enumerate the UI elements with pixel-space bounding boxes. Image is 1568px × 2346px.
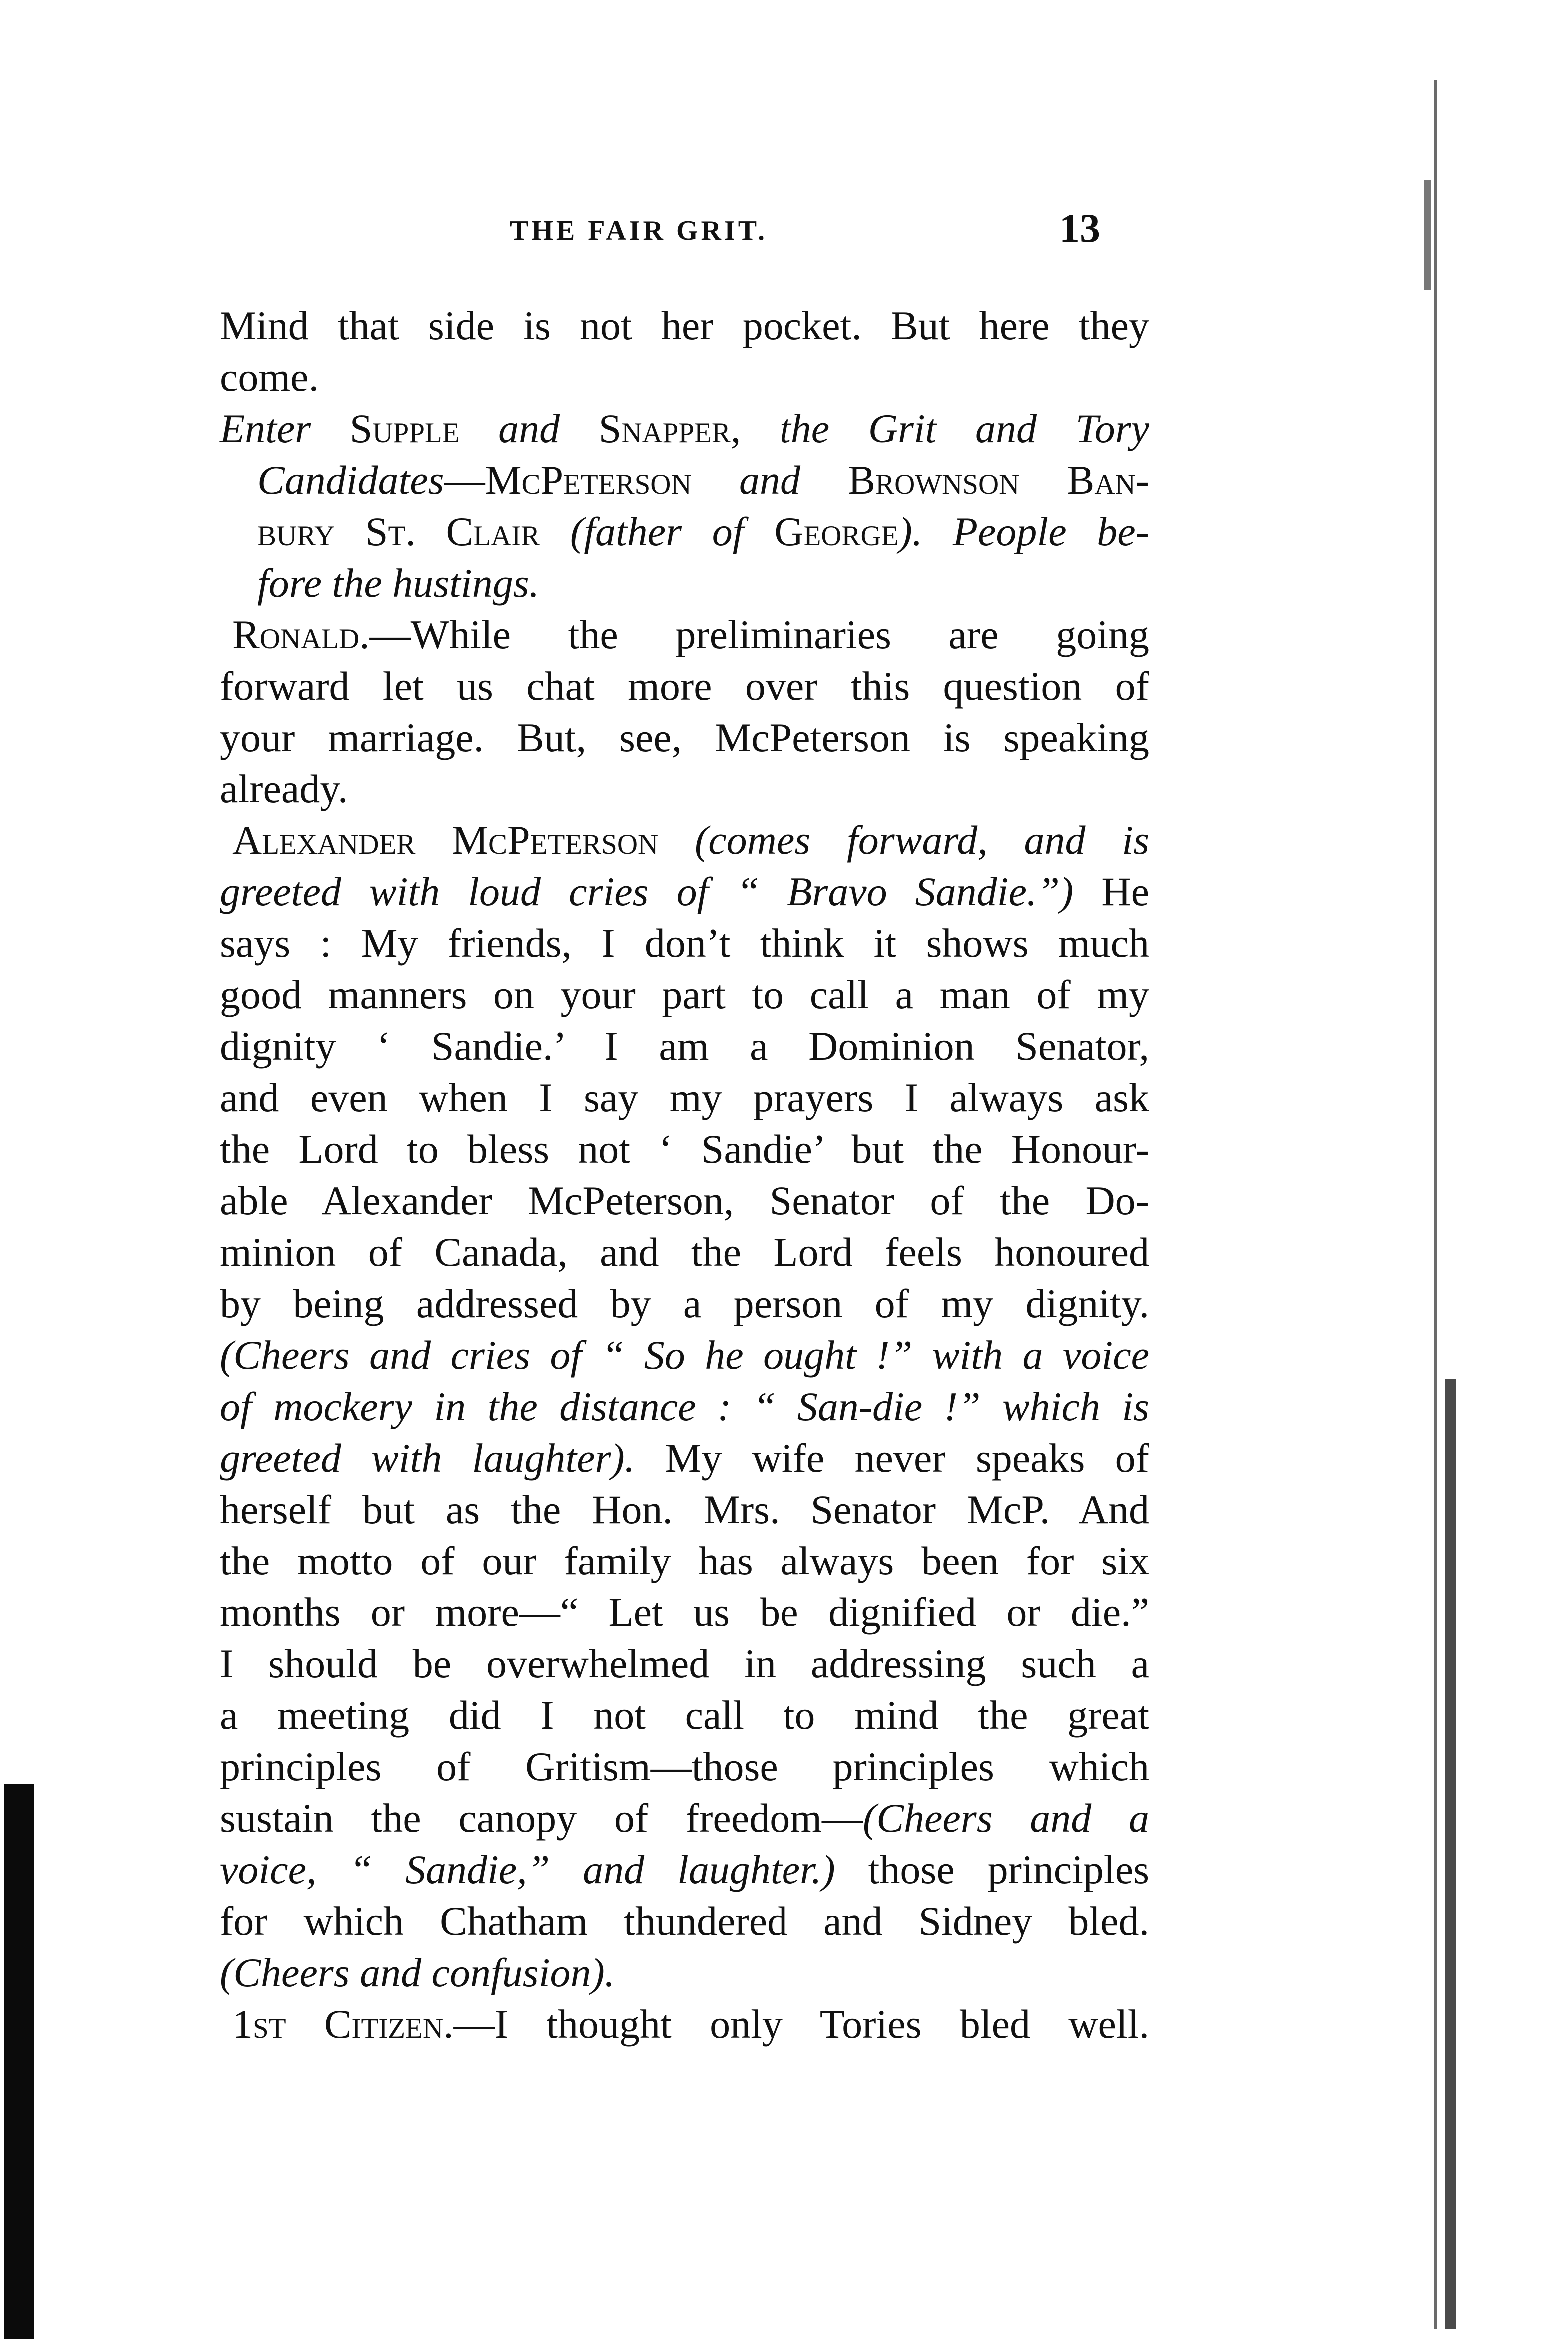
text-line (220, 403, 1149, 454)
text-segment: —While the preliminaries are going (369, 612, 1149, 657)
text-segment: (comes forward, and is (694, 817, 1149, 863)
body-text (220, 300, 1149, 2050)
text-line: by being addressed by a person of my dignity. (220, 1281, 1149, 1326)
text-segment: Ronald. (232, 612, 370, 657)
running-title: THE FAIR GRIT. (510, 215, 768, 246)
text-line (220, 557, 1149, 609)
text-segment: of mockery in the distance : “ San-die !” which is (220, 1384, 1149, 1429)
text-line: I should be overwhelmed in addressing such a (220, 1641, 1149, 1686)
text-segment: (father of (570, 509, 775, 554)
text-line (220, 1432, 1149, 1484)
text-line (220, 506, 1149, 557)
text-segment: Brownson Ban- (848, 457, 1149, 503)
text-line (220, 1329, 1149, 1381)
binding-edge-shadow (4, 1784, 34, 2339)
text-line: minion of Canada, and the Lord feels honoured (220, 1229, 1149, 1275)
text-segment: Candidates (257, 457, 444, 503)
text-line: Mind that side is not her pocket. But here they (220, 303, 1149, 348)
text-line: the motto of our family has always been for six (220, 1538, 1149, 1583)
text-line: come. (220, 354, 319, 400)
paragraph (220, 814, 1149, 1998)
text-line: already. (220, 766, 348, 811)
page-edge-marks (1414, 80, 1459, 2329)
text-segment: voice, “ Sandie,” and laughter.) (220, 1847, 835, 1892)
text-segment: —McPeterson (444, 457, 740, 503)
text-segment: greeted with loud cries of “ Bravo Sandie.”) (220, 869, 1074, 914)
text-line (220, 1792, 1149, 1844)
text-segment: Enter (220, 406, 311, 451)
text-line: for which Chatham thundered and Sidney bled. (220, 1898, 1149, 1944)
text-line: and even when I say my prayers I always ask (220, 1075, 1149, 1120)
text-line: principles of Gritism—those principles which (220, 1744, 1149, 1789)
text-line (220, 609, 1149, 660)
text-line: the Lord to bless not ‘ Sandie’ but the Honour- (220, 1126, 1149, 1172)
text-segment: ). People be- (898, 509, 1149, 554)
text-line: months or more—“ Let us be dignified or die.” (220, 1589, 1149, 1635)
text-segment: and (739, 457, 848, 503)
text-line: able Alexander McPeterson, Senator of the Do- (220, 1178, 1149, 1223)
text-segment: My wife never speaks of (635, 1435, 1149, 1481)
text-segment: the Grit and Tory (741, 406, 1149, 451)
text-line (220, 1381, 1149, 1432)
text-line (220, 1998, 1149, 2050)
text-segment: bury St. Clair (257, 509, 570, 554)
paragraph (220, 1998, 1149, 2050)
text-segment: George (774, 509, 899, 554)
text-line (220, 814, 1149, 866)
text-line (220, 454, 1149, 506)
text-segment: Alexander McPeterson (232, 817, 695, 863)
text-segment: those principles (835, 1847, 1149, 1892)
text-line: herself but as the Hon. Mrs. Senator McP. And (220, 1487, 1149, 1532)
text-line: dignity ‘ Sandie.’ I am a Dominion Senator, (220, 1023, 1149, 1069)
text-segment: sustain the canopy of freedom— (220, 1795, 863, 1841)
text-line: says : My friends, I don’t think it shows much (220, 920, 1149, 966)
text-segment: Supple (311, 406, 499, 451)
text-line: your marriage. But, see, McPeterson is speaking (220, 715, 1149, 760)
text-segment: (Cheers and a (863, 1795, 1149, 1841)
text-segment: and (498, 406, 599, 451)
text-line (220, 1947, 1149, 1998)
text-segment: (Cheers and confusion). (220, 1950, 615, 1995)
text-segment: He (1073, 869, 1149, 914)
text-segment: greeted with laughter). (220, 1435, 635, 1481)
text-segment: fore the hustings. (257, 560, 540, 606)
text-segment: (Cheers and cries of “ So he ought !” with a voice (220, 1332, 1149, 1378)
text-line: a meeting did I not call to mind the great (220, 1692, 1149, 1738)
text-segment: —I thought only Tories bled well. (453, 2001, 1149, 2047)
paragraph (220, 300, 1149, 403)
text-segment: 1st Citizen. (232, 2001, 454, 2047)
text-segment: Snapper, (598, 406, 741, 451)
text-line (220, 866, 1149, 917)
text-line (220, 1844, 1149, 1895)
paragraph (220, 609, 1149, 814)
page-number: 13 (1059, 205, 1100, 251)
text-line: good manners on your part to call a man of my (220, 972, 1149, 1017)
text-line: forward let us chat more over this question of (220, 663, 1149, 709)
paragraph (220, 403, 1149, 609)
